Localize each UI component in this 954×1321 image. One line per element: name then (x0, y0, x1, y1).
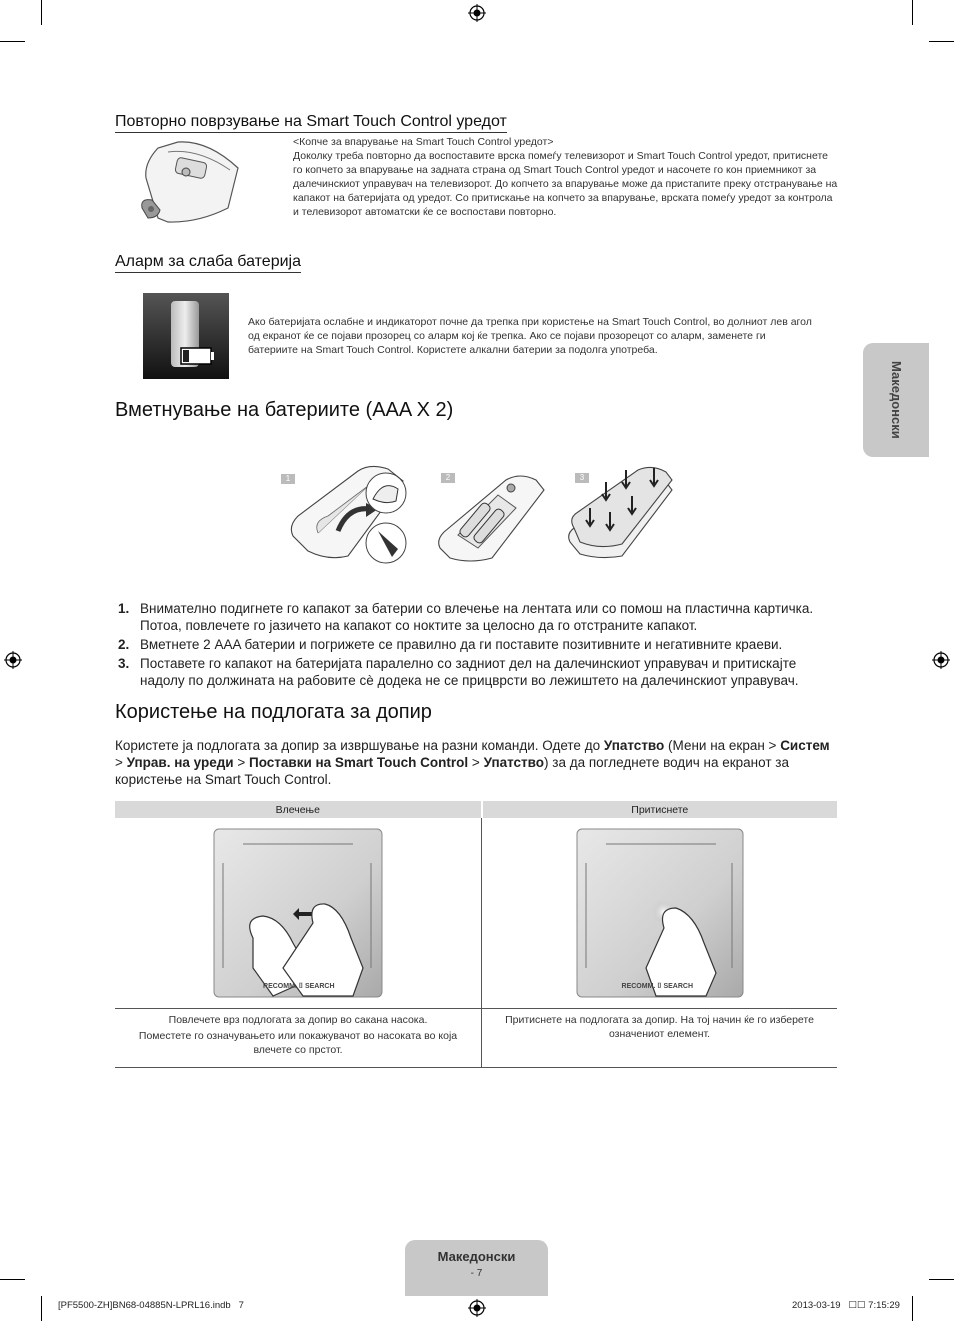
search-label: SEARCH (304, 983, 335, 990)
registration-mark-icon (4, 651, 22, 669)
search-label: SEARCH (663, 983, 694, 990)
press-description: Притиснете на подлогата за допир. На тој начин ќе го изберете означениот елемент. (505, 1014, 814, 1040)
table-header-drag: Влечење (115, 801, 482, 818)
crop-mark (929, 41, 954, 42)
list-item: 3. Поставете го капакот на батеријата паралелно со задниот дел на далечинскиот управувач и притискајте надолу по должината на рабовите сè додека не се прицврсти во лежиштето на далечинскиот управувач. (118, 656, 799, 688)
page-footer-tab (405, 1240, 548, 1296)
drag-description-detail: Поместете го означувањето или покажувачот во насоката во која влечете со прстот. (138, 1030, 458, 1056)
table-header-press: Притиснете (482, 801, 837, 818)
insert-batteries-illustration (436, 470, 548, 565)
footer-datetime: 2013-03-19 ☐☐ 7:15:29 (792, 1300, 900, 1311)
table-cell (115, 1009, 482, 1068)
insert-batteries-heading: Вметнување на батериите (AAA X 2) (115, 399, 454, 421)
footer-filename: [PF5500-ZH]BN68-04885N-LPRL16.indb 7 (58, 1300, 244, 1311)
crop-mark (912, 0, 913, 25)
crop-mark (912, 1296, 913, 1321)
recomm-label: RECOMM. (621, 983, 656, 990)
touchpad-table (115, 801, 837, 1068)
table-cell (115, 818, 482, 1009)
crop-mark (41, 0, 42, 25)
battery-alarm-illustration (143, 293, 229, 379)
remote-back-illustration (138, 138, 248, 223)
list-item: 1. Внимателно подигнете го капакот за батерии со влечење на лентата или со помош на пластична картичка. Потоа, повлечете го јазичето на капакот со ноктите за целосно да го отстраните капакот. (118, 601, 814, 633)
crop-mark (929, 1279, 954, 1280)
crop-mark (0, 1279, 25, 1280)
battery-steps-list (115, 600, 840, 691)
battery-alarm-text: Ако батеријата ослабне и индикаторот почне да трепка при користење на Smart Touch Control, во долниот лев агол од екранот ќе се појави прозорец со аларм кој ќе трепка. Ако се појави прозорецот со аларм, заменете ги батериите на Smart Touch Control. Користете алкални батерии за подолга употреба. (248, 316, 812, 356)
registration-mark-icon (468, 1299, 486, 1317)
list-item: 2. Вметнете 2 AAA батерии и погрижете се правилно да ги поставите позитивните и негативните краеви. (118, 637, 783, 652)
crop-mark (0, 41, 25, 42)
footer-language: Македонски (437, 1249, 516, 1264)
reconnect-heading: Повторно поврзување на Smart Touch Control уредот (115, 113, 507, 133)
figure-number-badge: 3 (575, 473, 589, 483)
touchpad-intro: Користете ја подлогата за допир за извршување на разни команди. Одете до Упатство (Мени на екран > Систем > Управ. на уреди > Поставки на Smart Touch Control > Упатство) за да погледнете водич на екранот за користење на Smart Touch Control. (115, 738, 830, 787)
figure-number-badge: 1 (281, 474, 295, 484)
crop-mark (41, 1296, 42, 1321)
drag-description: Повлечете врз подлогата за допир во сакана насока. (168, 1014, 428, 1026)
replace-cover-illustration (566, 462, 678, 562)
remove-cover-illustration (288, 461, 413, 566)
registration-mark-icon (932, 651, 950, 669)
page-number: - 7 (470, 1268, 483, 1279)
recomm-label: RECOMM. (263, 983, 297, 990)
reconnect-caption: <Копче за впарување на Smart Touch Control уредот> (293, 136, 554, 148)
battery-alarm-heading: Аларм за слаба батерија (115, 253, 301, 273)
table-cell (482, 818, 837, 1009)
figure-number-badge: 2 (441, 473, 455, 483)
touchpad-press-illustration: RECOMM. ⌷ SEARCH (576, 828, 744, 998)
reconnect-text: Доколку треба повторно да воспоставите врска помеѓу телевизорот и Smart Touch Control уредот, притиснете го копчето за впарување на задната страна од Smart Touch Control уредот и насочете го кон приемникот за далечинскиот управувач на телевизорот. До копчето за впарување може да пристапите преку отстранување на капакот на батеријата од уредот. Со притискање на копчето за впарување, врската помеѓу уредот за контрола и телевизорот автоматски ќе се воспостави повторно. (293, 150, 838, 218)
registration-mark-icon (468, 4, 486, 22)
touchpad-drag-illustration: RECOMM. ⌷ SEARCH (213, 828, 383, 998)
language-side-tab: Македонски (863, 343, 929, 457)
touchpad-heading: Користење на подлогата за допир (115, 701, 432, 723)
table-cell (482, 1009, 837, 1068)
